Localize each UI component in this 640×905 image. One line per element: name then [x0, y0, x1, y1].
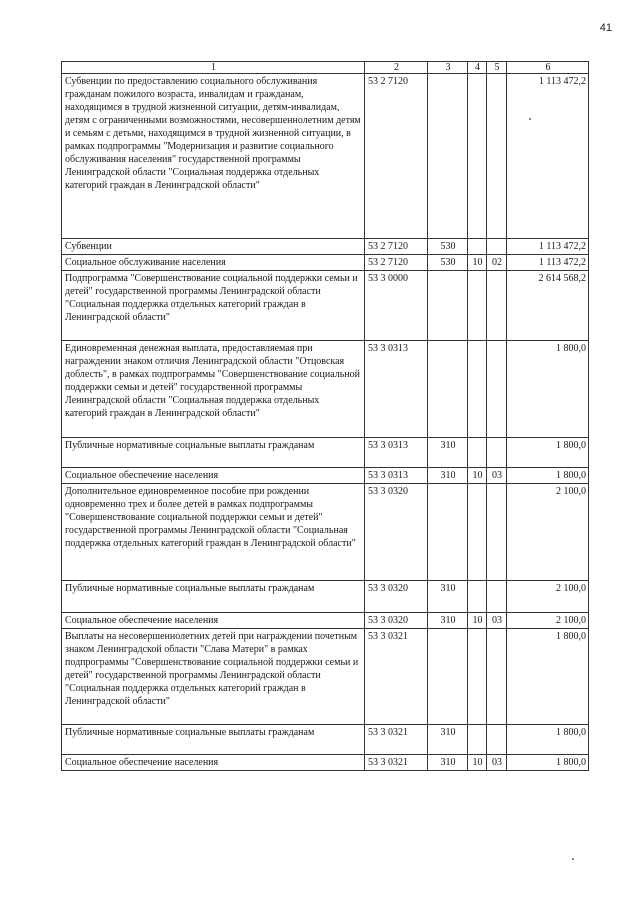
header-cell-vr: 3	[428, 62, 468, 74]
row-code: 53 3 0321	[365, 755, 428, 771]
row-rz	[468, 581, 487, 613]
row-amount: 2 100,0	[507, 613, 589, 629]
row-vr: 530	[428, 255, 468, 271]
row-rz: 10	[468, 255, 487, 271]
table-row	[62, 438, 589, 468]
row-code: 53 3 0313	[365, 468, 428, 484]
row-amount: 1 800,0	[507, 629, 589, 725]
row-amount: 1 800,0	[507, 341, 589, 438]
row-rz	[468, 271, 487, 341]
scan-speck	[572, 858, 574, 860]
row-name: Публичные нормативные социальные выплаты гражданам	[62, 581, 365, 613]
row-name: Дополнительное единовременное пособие при рождении одновременно трех и более детей в рамках подпрограммы "Совершенствование социальной поддержки семьи и детей" государственной программы Ленинградской области "Социальная поддержка отдельных категорий граждан в Ленинградской области"	[62, 484, 365, 581]
row-rz	[468, 725, 487, 755]
row-amount: 1 800,0	[507, 725, 589, 755]
row-vr	[428, 271, 468, 341]
row-rz	[468, 239, 487, 255]
table-row	[62, 725, 589, 755]
header-cell-amount: 6	[507, 62, 589, 74]
row-pr: 03	[487, 613, 507, 629]
row-name: Публичные нормативные социальные выплаты гражданам	[62, 725, 365, 755]
row-vr: 310	[428, 468, 468, 484]
row-pr: 03	[487, 755, 507, 771]
row-pr	[487, 484, 507, 581]
row-vr	[428, 629, 468, 725]
row-code: 53 3 0313	[365, 438, 428, 468]
row-name: Субвенции по предоставлению социального обслуживания гражданам пожилого возраста, инвалидам и гражданам, находящимся в трудной жизненной ситуации, детям-инвалидам, детям с ограниченными возможностями, несовершеннолетним детям и семьям с детьми, находящимся в трудной жизненной ситуации, в рамках подпрограммы "Модернизация и развитие социального обслуживания населения" государственной программы Ленинградской области "Социальная поддержка отдельных категорий граждан в Ленинградской области"	[62, 74, 365, 239]
row-name: Социальное обеспечение населения	[62, 613, 365, 629]
row-amount: 1 800,0	[507, 468, 589, 484]
row-amount: 1 800,0	[507, 755, 589, 771]
row-code: 53 3 0320	[365, 581, 428, 613]
table-header-row	[62, 62, 589, 74]
row-pr	[487, 239, 507, 255]
row-rz: 10	[468, 613, 487, 629]
row-name: Выплаты на несовершеннолетних детей при награждении почетным знаком Ленинградской области "Слава Матери" в рамках подпрограммы "Совершенствование социальной поддержки семьи и детей" государственной программы Ленинградской области "Социальная поддержка отдельных категорий граждан в Ленинградской области"	[62, 629, 365, 725]
row-vr: 530	[428, 239, 468, 255]
table-row	[62, 239, 589, 255]
table-row	[62, 613, 589, 629]
row-vr	[428, 74, 468, 239]
page-number: 41	[599, 22, 612, 34]
row-pr: 02	[487, 255, 507, 271]
row-name: Социальное обслуживание населения	[62, 255, 365, 271]
table-row	[62, 255, 589, 271]
header-cell-name: 1	[62, 62, 365, 74]
row-code: 53 2 7120	[365, 239, 428, 255]
row-vr: 310	[428, 581, 468, 613]
table-row	[62, 468, 589, 484]
row-vr	[428, 484, 468, 581]
budget-table	[61, 61, 589, 771]
row-code: 53 2 7120	[365, 255, 428, 271]
row-code: 53 3 0321	[365, 629, 428, 725]
row-name: Социальное обеспечение населения	[62, 468, 365, 484]
table-row	[62, 341, 589, 438]
row-code: 53 3 0000	[365, 271, 428, 341]
row-vr: 310	[428, 725, 468, 755]
row-vr: 310	[428, 438, 468, 468]
row-amount: 1 113 472,2	[507, 239, 589, 255]
row-code: 53 2 7120	[365, 74, 428, 239]
table-row	[62, 484, 589, 581]
row-code: 53 3 0320	[365, 613, 428, 629]
row-rz	[468, 438, 487, 468]
row-name: Публичные нормативные социальные выплаты гражданам	[62, 438, 365, 468]
header-cell-code: 2	[365, 62, 428, 74]
row-rz	[468, 341, 487, 438]
row-amount: 2 100,0	[507, 581, 589, 613]
row-pr	[487, 271, 507, 341]
row-pr	[487, 438, 507, 468]
row-amount: 1 800,0	[507, 438, 589, 468]
row-amount: 2 614 568,2	[507, 271, 589, 341]
row-vr: 310	[428, 755, 468, 771]
row-pr	[487, 581, 507, 613]
table-row	[62, 581, 589, 613]
table-row	[62, 629, 589, 725]
table-row	[62, 271, 589, 341]
row-code: 53 3 0321	[365, 725, 428, 755]
row-pr	[487, 629, 507, 725]
row-pr	[487, 725, 507, 755]
header-cell-pr: 5	[487, 62, 507, 74]
row-rz	[468, 629, 487, 725]
row-pr: 03	[487, 468, 507, 484]
row-name: Подпрограмма "Совершенствование социальной поддержки семьи и детей" государственной программы Ленинградской области "Социальная поддержка отдельных категорий граждан в Ленинградской области"	[62, 271, 365, 341]
row-name: Субвенции	[62, 239, 365, 255]
row-amount: 2 100,0	[507, 484, 589, 581]
row-name: Социальное обеспечение населения	[62, 755, 365, 771]
scan-speck	[529, 118, 531, 120]
row-vr	[428, 341, 468, 438]
row-code: 53 3 0320	[365, 484, 428, 581]
row-amount: 1 113 472,2	[507, 74, 589, 239]
row-rz	[468, 484, 487, 581]
row-code: 53 3 0313	[365, 341, 428, 438]
table-row	[62, 755, 589, 771]
row-rz	[468, 74, 487, 239]
header-cell-rz: 4	[468, 62, 487, 74]
row-amount: 1 113 472,2	[507, 255, 589, 271]
row-vr: 310	[428, 613, 468, 629]
row-pr	[487, 341, 507, 438]
row-rz: 10	[468, 755, 487, 771]
table-row	[62, 74, 589, 239]
row-pr	[487, 74, 507, 239]
row-name: Единовременная денежная выплата, предоставляемая при награждении знаком отличия Ленинградской области "Отцовская доблесть", в рамках подпрограммы "Совершенствование социальной поддержки семьи и детей" государственной программы Ленинградской области "Социальная поддержка отдельных категорий граждан в Ленинградской области"	[62, 341, 365, 438]
row-rz: 10	[468, 468, 487, 484]
